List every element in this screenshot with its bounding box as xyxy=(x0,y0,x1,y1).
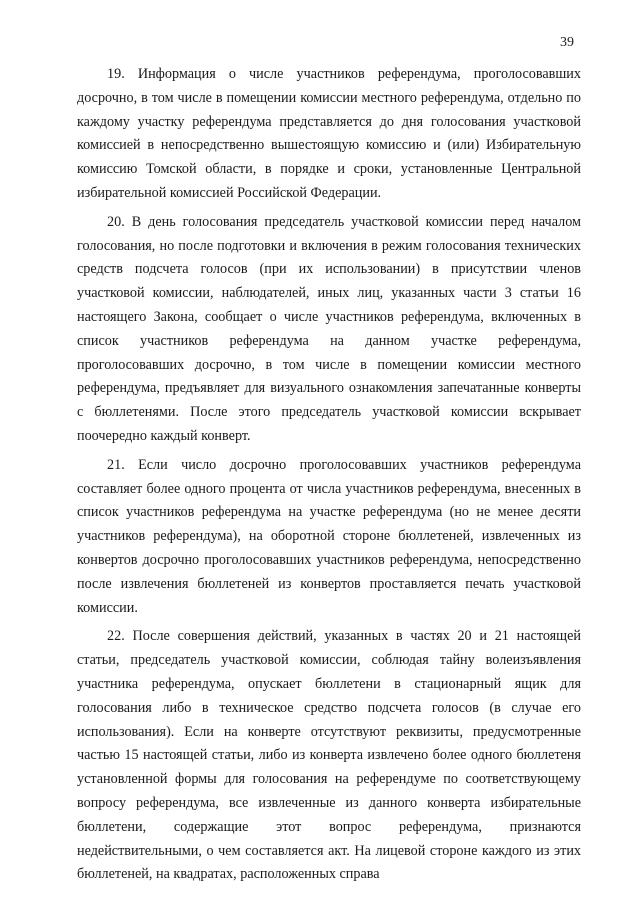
paragraph-22: 22. После совершения действий, указанных в частях 20 и 21 настоящей статьи, председатель участковой комиссии, соблюдая тайну волеизъявления участника референдума, опускает бюллетени в стационарный ящик для голосования либо в техническое средство подсчета голосов (в случае его использования). Если на конверте отсутствуют реквизиты, предусмотренные частью 15 настоящей статьи, либо из конверта извлечено более одного бюллетеня установленной формы для голосования на референдуме по соответствующему вопросу референдума, все извлеченные из данного конверта избирательные бюллетени, содержащие этот вопрос референдума, признаются недействительными, о чем составляется акт. На лицевой стороне каждого из этих бюллетеней, на квадратах, расположенных справа xyxy=(77,628,581,883)
paragraph-20: 20. В день голосования председатель участковой комиссии перед началом голосования, но после подготовки и включения в режим голосования технических средств подсчета голосов (при их использовании) в присутствии членов участковой комиссии, наблюдателей, иных лиц, указанных части 3 статьи 16 настоящего Закона, сообщает о числе участников референдума, включенных в список участников референдума на данном участке референдума, проголосовавших досрочно, в том числе в помещении комиссии местного референдума, предъявляет для визуального ознакомления запечатанные конверты с бюллетенями. После этого председатель участковой комиссии вскрывает поочередно каждый конверт. xyxy=(77,213,581,444)
document-body xyxy=(77,63,581,892)
paragraph-21: 21. Если число досрочно проголосовавших участников референдума составляет более одного процента от числа участников референдума, внесенных в список участников референдума на участке референдума (но не менее десяти участников референдума), на оборотной стороне бюллетеней, извлеченных из конвертов досрочно проголосовавших участников референдума, непосредственно после извлечения бюллетеней из конвертов проставляется печать участковой комиссии. xyxy=(77,456,581,616)
paragraph-19: 19. Информация о числе участников референдума, проголосовавших досрочно, в том числе в помещении комиссии местного референдума, отдельно по каждому участку референдума представляется до дня голосования участковой комиссией в непосредственно вышестоящую комиссию и (или) Избирательную комиссию Томской области, в порядке и сроки, установленные Центральной избирательной комиссией Российской Федерации. xyxy=(77,66,581,201)
page-number: 39 xyxy=(560,35,574,50)
